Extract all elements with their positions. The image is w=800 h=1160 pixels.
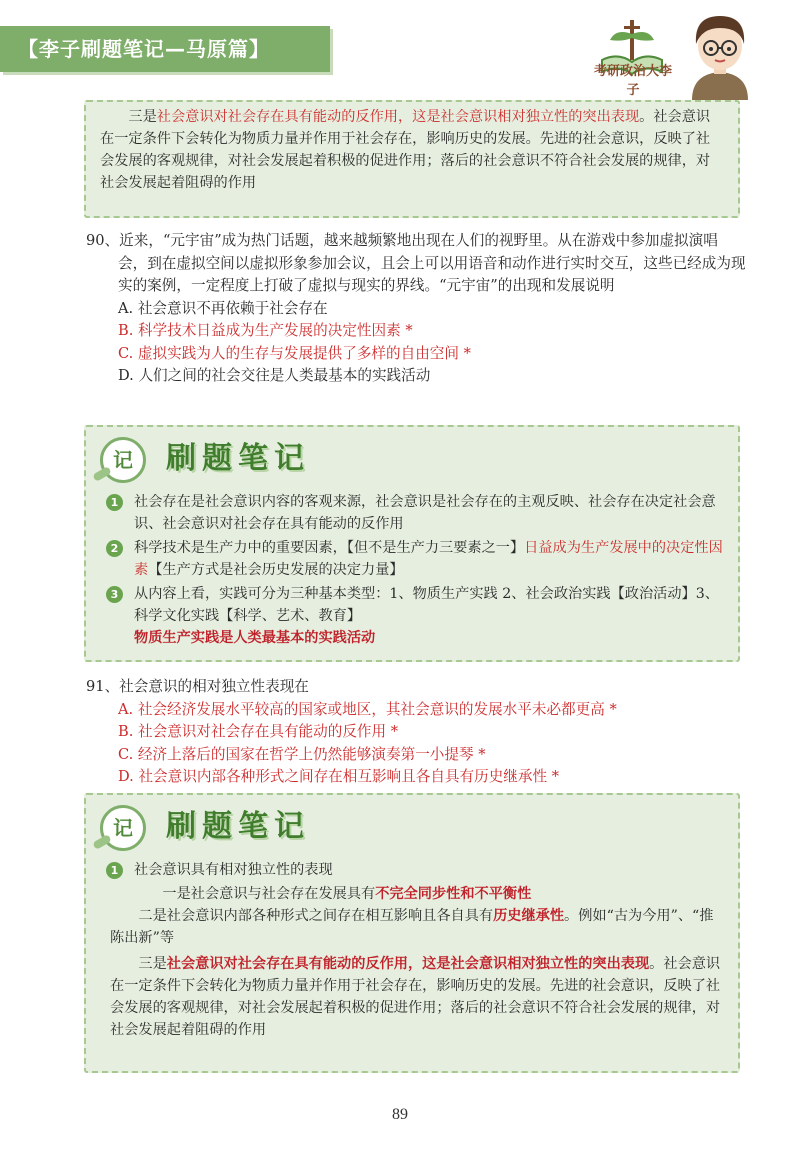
number-1-icon: 1	[106, 862, 123, 879]
highlight-text: 物质生产实践是人类最基本的实践活动	[134, 630, 376, 646]
option-a: A. 社会意识不再依赖于社会存在	[118, 299, 328, 317]
note-box-90	[84, 425, 740, 662]
text-prefix: 三是	[128, 109, 157, 125]
note-title	[100, 801, 500, 861]
avatar	[680, 8, 760, 100]
highlight-text: 社会意识对社会存在具有能动的反作用，这是社会意识相对独立性的突出表现	[166, 956, 650, 972]
number-2-icon: 2	[106, 540, 123, 557]
option-c: C. 经济上落后的国家在哲学上仍然能够演奏第一小提琴 *	[118, 745, 486, 763]
note-item-text: 【生产方式是社会历史发展的决定力量】	[148, 562, 404, 578]
note-line-1	[106, 883, 724, 905]
brand-logo	[592, 14, 674, 98]
body-text: 一是社会意识与社会存在发展具有	[162, 886, 376, 902]
note-item-2	[106, 537, 724, 581]
note-badge-icon: 记	[100, 437, 146, 483]
option-a: A. 社会经济发展水平较高的国家或地区，其社会意识的发展水平未必都更高 *	[118, 700, 617, 718]
note-badge-icon: 记	[100, 805, 146, 851]
note-item-text: 科学技术是生产力中的重要因素，【但不是生产力三要素之一】	[134, 540, 525, 556]
highlight-text: 日益成为生产发展中的决定性因素	[134, 540, 723, 578]
question-91	[86, 676, 746, 789]
note-paragraph	[100, 106, 724, 194]
highlight-text: 不完全同步性和不平衡性	[375, 886, 532, 902]
note-line-2	[106, 905, 724, 949]
note-heading: 刷题笔记	[166, 441, 310, 476]
note-box-91	[84, 793, 740, 1073]
page-number: 89	[392, 1106, 408, 1123]
highlight-text: 历史继承性	[493, 908, 565, 924]
option-c: C. 虚拟实践为人的生存与发展提供了多样的自由空间 *	[118, 344, 471, 362]
note-item-1	[106, 491, 724, 535]
note-item-text: 社会意识具有相对独立性的表现	[134, 862, 333, 878]
note-box-continued	[84, 100, 740, 218]
body-text: 。例如“古为今用”、“推陈出新”等	[110, 908, 714, 946]
body-text: 。社会意识在一定条件下会转化为物质力量并作用于社会存在，影响历史的发展。先进的社会意识，反映了社会发展的客观规律，对社会发展起着积极的促进作用；落后的社会意识不符合社会发展的规律，对社会发展起着阻碍的作用	[110, 956, 721, 1038]
option-b: B. 科学技术日益成为生产发展的决定性因素 *	[118, 322, 413, 339]
option-d: D. 社会意识内部各种形式之间存在相互影响且各自具有历史继承性 *	[118, 768, 560, 785]
note-title	[100, 433, 500, 493]
highlight-text: 社会意识对社会存在具有能动的反作用，这是社会意识相对独立性的突出表现	[156, 109, 640, 125]
note-items	[106, 491, 724, 651]
number-3-icon: 3	[106, 586, 123, 603]
body-text: 二是社会意识内部各种形式之间存在相互影响且各自具有	[138, 908, 494, 924]
note-heading: 刷题笔记	[166, 809, 310, 844]
question-stem: 90、近来，“元宇宙”成为热门话题，越来越频繁地出现在人们的视野里。从在游戏中参加虚拟演唱会，到在虚拟空间以虚拟形象参加会议，且会上可以用语音和动作进行实时交互，这些已经成为现实的案例，一定程度上打破了虚拟与现实的界线。“元宇宙”的出现和发展说明	[86, 232, 746, 294]
question-90	[86, 230, 746, 388]
note-line-3	[106, 953, 724, 1041]
logo-text: 考研政治大李子	[593, 64, 672, 98]
text-prefix: 三是	[138, 956, 167, 972]
note-items	[106, 859, 724, 1041]
option-b: B. 社会意识对社会存在具有能动的反作用 *	[118, 723, 399, 740]
number-1-icon: 1	[106, 494, 123, 511]
body-text: 。社会意识在一定条件下会转化为物质力量并作用于社会存在，影响历史的发展。先进的社会意识，反映了社会发展的客观规律，对社会发展起着积极的促进作用；落后的社会意识不符合社会发展的规律，对社会发展起着阻碍的作用	[100, 109, 711, 191]
question-stem: 91、社会意识的相对独立性表现在	[86, 678, 309, 695]
note-item-3	[106, 583, 724, 649]
option-d: D. 人们之间的社会交往是人类最基本的实践活动	[118, 367, 431, 384]
header-banner: 【李子刷题笔记—马原篇】	[0, 26, 330, 72]
note-item-text: 从内容上看，实践可分为三种基本类型：1、物质生产实践 2、社会政治实践【政治活动】3、科学文化实践【科学、艺术、教育】	[134, 586, 719, 624]
note-item-1	[106, 859, 724, 881]
note-item-text: 社会存在是社会意识内容的客观来源，社会意识是社会存在的主观反映、社会存在决定社会意识、社会意识对社会存在具有能动的反作用	[134, 494, 716, 532]
